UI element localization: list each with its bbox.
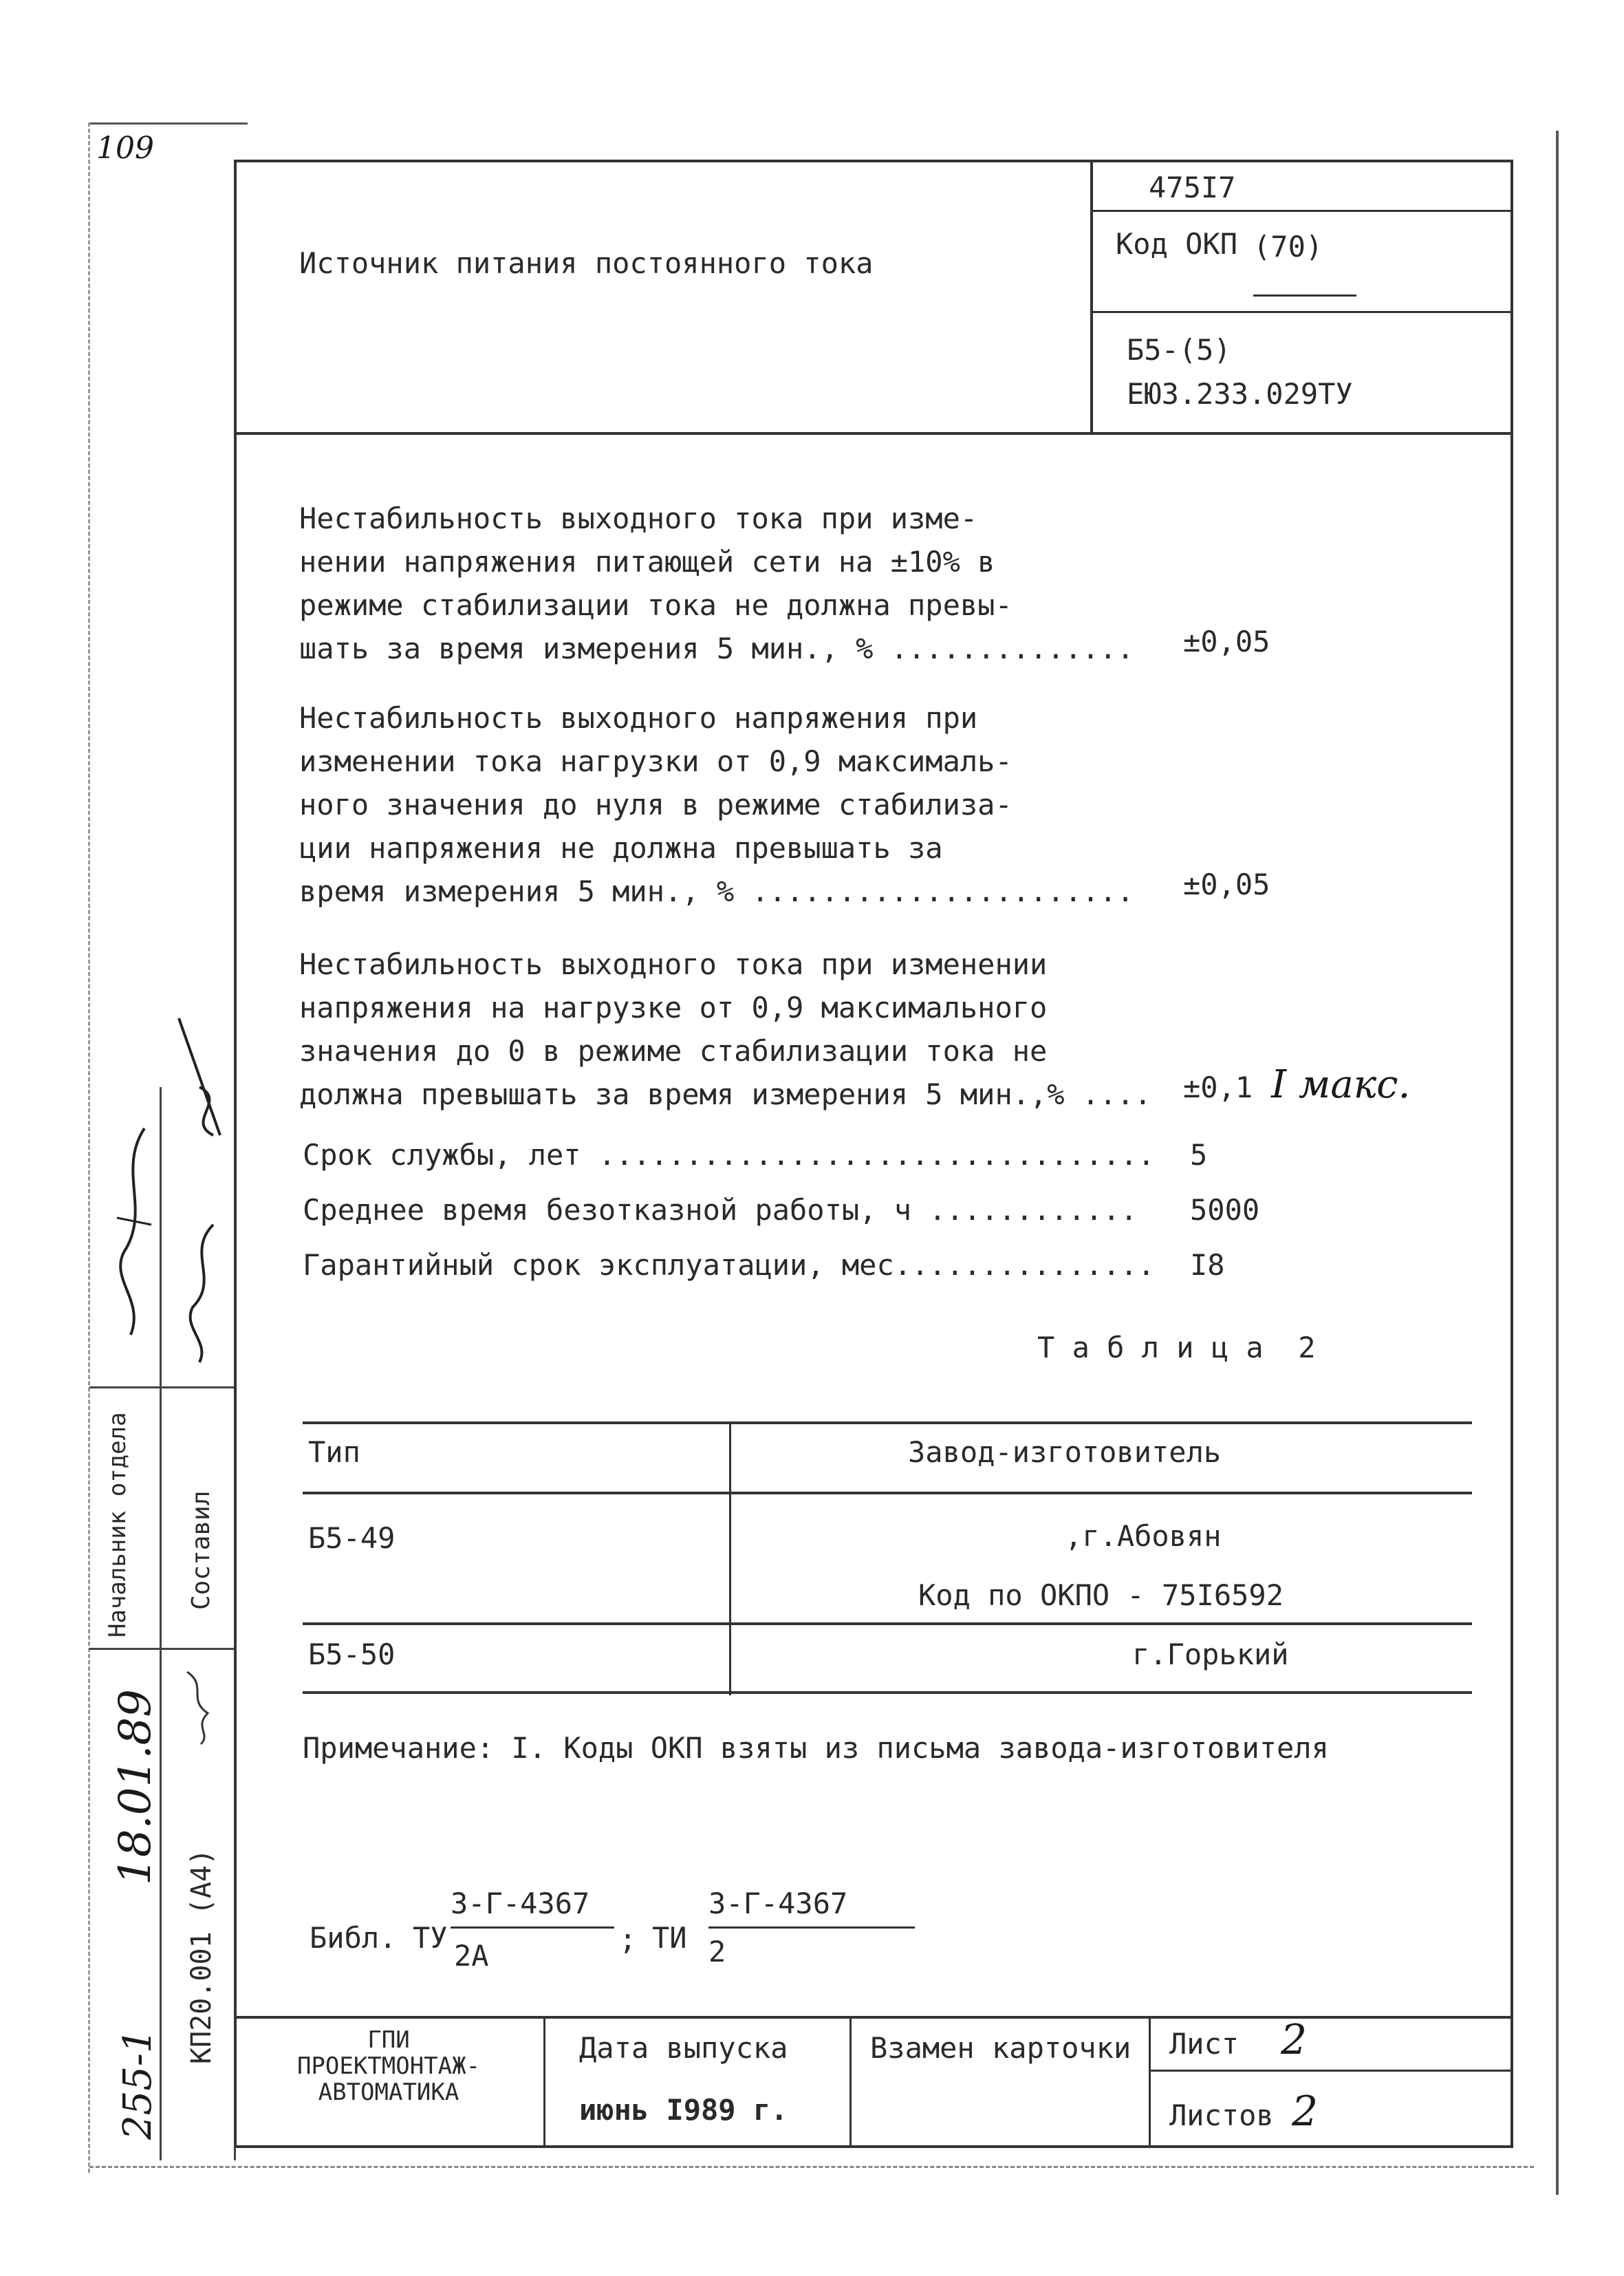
replaces-card-label: Взамен карточки <box>870 2031 1132 2065</box>
mtbf-value: 5000 <box>1190 1193 1260 1227</box>
biblio-tu-numerator: 3-Г-4367 <box>451 1887 590 1920</box>
table-top-rule <box>303 1421 1472 1424</box>
biblio-ti-prefix: ТИ <box>652 1921 687 1955</box>
head-of-department-label: Начальник отдела <box>104 1412 131 1638</box>
margin-top-rule <box>89 122 248 125</box>
org-line: АВТОМАТИКА <box>318 2079 459 2106</box>
strip-divider-a <box>160 1087 162 2160</box>
page-number-handwritten: 109 <box>96 131 154 166</box>
biblio-separator: ; <box>619 1922 637 1956</box>
table-row-1-type: Б5-49 <box>308 1521 396 1555</box>
strip-hline-2 <box>89 1648 235 1650</box>
table-row-rule <box>303 1622 1472 1625</box>
org-line: ГПИ <box>367 2026 410 2054</box>
sheets-value: 2 <box>1292 2087 1319 2136</box>
spec-line: должна превышать за время измерения 5 мин.,% .... <box>299 1077 1152 1111</box>
footer-top-rule <box>234 2016 1513 2019</box>
table-row-2-type: Б5-50 <box>308 1638 396 1671</box>
spec-line: нении напряжения питающей сети на ±10% в <box>299 545 995 579</box>
margin-left-dashed <box>88 122 90 2173</box>
footer-sheet-divider <box>1149 2070 1513 2072</box>
product-code: 475I7 <box>1149 171 1236 204</box>
bottom-cut-line <box>89 2166 1534 2168</box>
handwritten-number: 255-1 <box>116 2028 160 2140</box>
table-header-type: Тип <box>308 1435 360 1469</box>
spec-line: ного значения до нуля в режиме стабилиза- <box>299 788 1013 822</box>
footer-divider-3 <box>1149 2016 1151 2148</box>
sheet-value: 2 <box>1281 2016 1308 2064</box>
table-row-1-city: ,г.Абовян <box>1065 1519 1222 1553</box>
footer-organization <box>234 2027 543 2105</box>
table-row-2-city: г.Горький <box>1132 1638 1289 1671</box>
table-column-divider <box>729 1421 731 1695</box>
spec-line: значения до 0 в режиме стабилизации тока не <box>299 1034 1048 1068</box>
table-note: Примечание: I. Коды ОКП взяты из письма завода-изготовителя <box>303 1731 1329 1765</box>
spec-line: Нестабильность выходного тока при изме- <box>299 502 978 535</box>
spec-line: ции напряжения не должна превышать за <box>299 831 943 865</box>
model-number: Б5-(5) <box>1127 333 1231 367</box>
spec-line: напряжения на нагрузке от 0,9 максимального <box>299 991 1048 1024</box>
org-line: ПРОЕКТМОНТАЖ- <box>296 2052 481 2080</box>
service-life-label: Срок службы, лет ................................ <box>303 1138 1156 1172</box>
sheet-label: Лист <box>1169 2027 1239 2061</box>
spec-number: ЕЮ3.233.029ТУ <box>1127 377 1353 411</box>
spec-current-vs-load-value: ±0,1 <box>1183 1071 1253 1104</box>
strip-hline-1 <box>89 1386 235 1388</box>
spec-line: изменении тока нагрузки от 0,9 максималь- <box>299 744 1013 778</box>
table-header-rule <box>303 1492 1472 1494</box>
biblio-tu-prefix: ТУ <box>413 1921 448 1955</box>
release-date-label: Дата выпуска <box>579 2031 788 2065</box>
biblio-tu-denominator: 2А <box>454 1939 489 1973</box>
spec-line: Нестабильность выходного тока при изменении <box>299 947 1048 981</box>
spec-line: шать за время измерения 5 мин., % .............. <box>299 632 1134 665</box>
spec-line: время измерения 5 мин., % ...................... <box>299 874 1134 908</box>
warranty-value: I8 <box>1190 1248 1225 1282</box>
header-right-line-2 <box>1090 311 1513 313</box>
signature-small <box>180 1665 221 1748</box>
spec-current-vs-load <box>299 943 1151 1116</box>
okp-code-value: (70) <box>1253 230 1323 264</box>
biblio-ti-fraction-bar <box>708 1926 915 1929</box>
okp-code-underline <box>1253 294 1356 297</box>
warranty-label: Гарантийный срок эксплуатации, мес............... <box>303 1248 1156 1282</box>
release-date-value: июнь I989 г. <box>579 2093 788 2127</box>
handwritten-date: 18.01.89 <box>110 1689 161 1885</box>
header-vertical-divider <box>1090 160 1093 433</box>
spec-voltage-vs-load <box>299 696 1134 913</box>
footer-divider-2 <box>849 2016 852 2148</box>
right-edge-rule <box>1556 131 1559 2195</box>
table-bottom-rule <box>303 1691 1472 1694</box>
spec-line: режиме стабилизации тока не должна превы- <box>299 588 1013 622</box>
spec-line: Нестабильность выходного напряжения при <box>299 701 978 735</box>
handwritten-max-note: I макс. <box>1271 1062 1411 1107</box>
footer-divider-1 <box>543 2016 545 2148</box>
card-title: Источник питания постоянного тока <box>299 246 874 280</box>
mtbf-label: Среднее время безотказной работы, ч ............ <box>303 1193 1138 1227</box>
biblio-label: Библ. <box>310 1921 397 1955</box>
okp-code-label: Код ОКП <box>1116 227 1238 261</box>
spec-voltage-vs-load-value: ±0,05 <box>1183 868 1270 901</box>
header-right-line-1 <box>1090 210 1513 212</box>
signature-compiler <box>172 1005 234 1376</box>
spec-current-vs-mains-value: ±0,05 <box>1183 625 1270 658</box>
spec-current-vs-mains <box>299 497 1134 670</box>
archive-code: КП20.001 (А4) <box>186 1848 217 2064</box>
signature-head <box>103 1115 158 1362</box>
biblio-tu-fraction-bar <box>451 1926 614 1929</box>
compiler-label: Составил <box>187 1490 215 1610</box>
header-divider <box>234 432 1513 435</box>
service-life-value: 5 <box>1190 1138 1208 1172</box>
biblio-ti-denominator: 2 <box>708 1935 726 1968</box>
sheets-label: Листов <box>1169 2098 1274 2132</box>
table-caption: Т а б л и ц а 2 <box>1037 1331 1316 1364</box>
biblio-ti-numerator: 3-Г-4367 <box>708 1887 848 1920</box>
table-row-1-okpo: Код по ОКПО - 75I6592 <box>918 1578 1284 1612</box>
table-header-manufacturer: Завод-изготовитель <box>908 1435 1222 1469</box>
